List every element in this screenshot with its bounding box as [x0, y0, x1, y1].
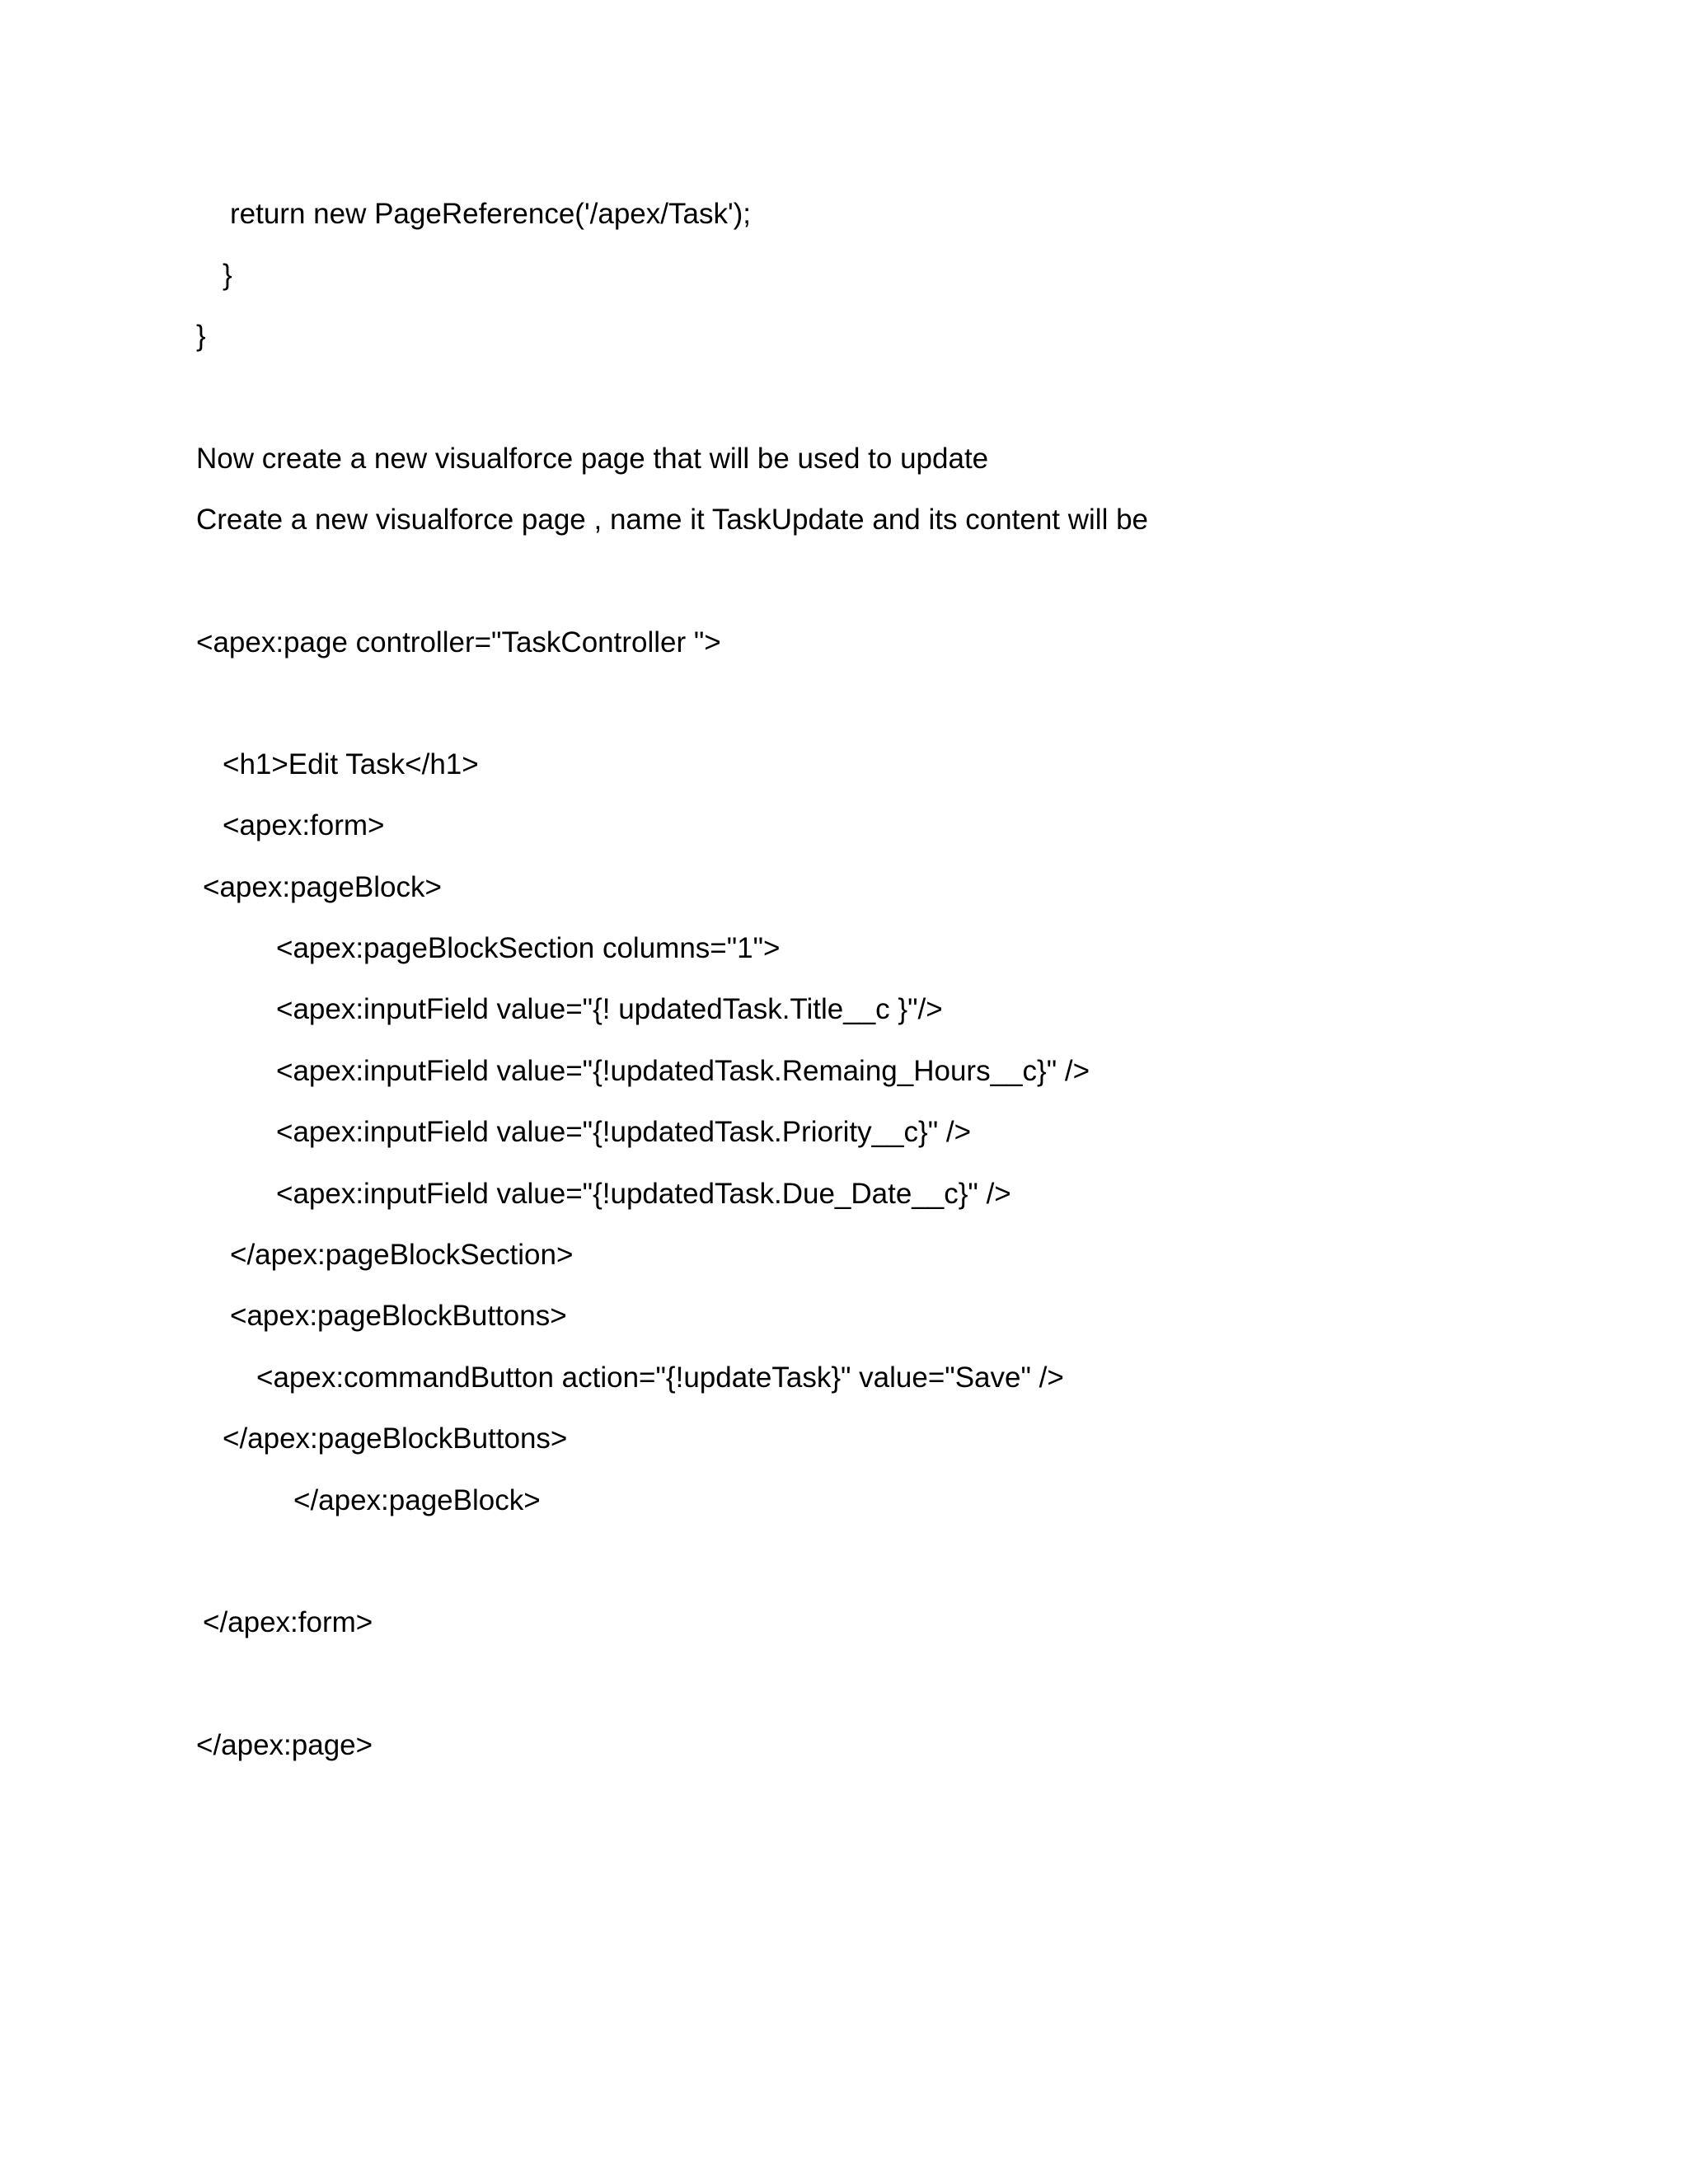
- code-line-close-brace-outer: }: [196, 320, 206, 352]
- code-line-pageblocksection-close: </apex:pageBlockSection>: [230, 1239, 574, 1271]
- code-line-pageblock-close: </apex:pageBlock>: [293, 1484, 541, 1516]
- code-line-close-brace-inner: }: [223, 259, 232, 291]
- code-line-apex-page-close: </apex:page>: [196, 1729, 373, 1761]
- code-line-inputfield-title: <apex:inputField value="{! updatedTask.Title__c }"/>: [276, 993, 943, 1025]
- code-line-h1: <h1>Edit Task</h1>: [223, 748, 479, 780]
- code-line-pageblocksection-open: <apex:pageBlockSection columns="1">: [276, 932, 781, 964]
- code-line-pageblock-open: <apex:pageBlock>: [203, 871, 442, 903]
- paragraph-instruction: Create a new visualforce page , name it TaskUpdate and its content will be: [196, 504, 1148, 536]
- code-line-form-close: </apex:form>: [203, 1606, 373, 1638]
- code-line-pageblockbuttons-close: </apex:pageBlockButtons>: [223, 1422, 568, 1455]
- code-line-inputfield-priority: <apex:inputField value="{!updatedTask.Priority__c}" />: [276, 1116, 972, 1148]
- code-line-inputfield-hours: <apex:inputField value="{!updatedTask.Remaing_Hours__c}" />: [276, 1055, 1090, 1087]
- paragraph-intro: Now create a new visualforce page that will be used to update: [196, 443, 989, 475]
- code-line-commandbutton: <apex:commandButton action="{!updateTask}" value="Save" />: [256, 1361, 1064, 1394]
- code-line-pageblockbuttons-open: <apex:pageBlockButtons>: [230, 1300, 567, 1332]
- code-line-inputfield-duedate: <apex:inputField value="{!updatedTask.Due_Date__c}" />: [276, 1178, 1011, 1210]
- code-line-return: return new PageReference('/apex/Task');: [230, 198, 752, 230]
- code-line-apex-page-open: <apex:page controller="TaskController ">: [196, 626, 721, 658]
- code-line-form-open: <apex:form>: [223, 809, 385, 841]
